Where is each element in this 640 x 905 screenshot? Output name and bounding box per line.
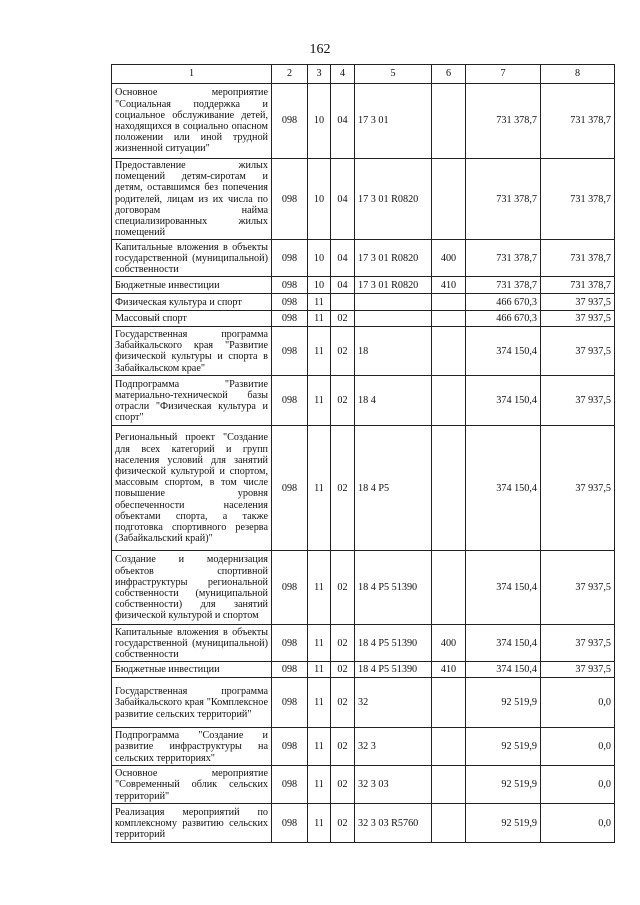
target-article: 32 3 [355, 728, 432, 766]
section-code: 11 [308, 426, 331, 551]
section-code: 11 [308, 311, 331, 327]
admin-code: 098 [272, 728, 308, 766]
target-article: 18 4 [355, 376, 432, 426]
table-row [112, 327, 615, 376]
target-article: 18 4 P5 51390 [355, 625, 432, 662]
table-row [112, 84, 615, 159]
amount-col-7: 374 150,4 [466, 376, 541, 426]
expense-type [432, 294, 466, 311]
subsection-code: 02 [331, 625, 355, 662]
target-article: 17 3 01 R0820 [355, 159, 432, 240]
admin-code: 098 [272, 311, 308, 327]
expense-type: 410 [432, 277, 466, 294]
amount-col-8: 37 937,5 [541, 551, 615, 625]
header-col-7: 7 [466, 65, 541, 84]
target-article: 17 3 01 R0820 [355, 277, 432, 294]
target-article: 17 3 01 R0820 [355, 240, 432, 277]
budget-table [111, 64, 615, 843]
expense-type [432, 311, 466, 327]
expense-type: 400 [432, 625, 466, 662]
expense-type [432, 728, 466, 766]
header-col-4: 4 [331, 65, 355, 84]
subsection-code: 02 [331, 376, 355, 426]
row-name: Основное мероприятие "Социальная поддержка и социальное обслуживание детей, находящихся в социально опасном положении или иной трудной жизненной ситуации" [112, 84, 272, 159]
header-col-5: 5 [355, 65, 432, 84]
subsection-code: 02 [331, 311, 355, 327]
target-article: 18 4 P5 51390 [355, 662, 432, 678]
table-row [112, 240, 615, 277]
section-code: 11 [308, 728, 331, 766]
page-number: 162 [309, 42, 331, 57]
admin-code: 098 [272, 551, 308, 625]
target-article: 18 4 P5 51390 [355, 551, 432, 625]
section-code: 10 [308, 277, 331, 294]
amount-col-8: 37 937,5 [541, 311, 615, 327]
expense-type [432, 804, 466, 843]
amount-col-8: 0,0 [541, 804, 615, 843]
row-name: Массовый спорт [112, 311, 272, 327]
amount-col-7: 374 150,4 [466, 551, 541, 625]
table-row [112, 804, 615, 843]
admin-code: 098 [272, 327, 308, 376]
section-code: 11 [308, 662, 331, 678]
expense-type [432, 159, 466, 240]
admin-code: 098 [272, 804, 308, 843]
amount-col-7: 466 670,3 [466, 294, 541, 311]
amount-col-8: 37 937,5 [541, 426, 615, 551]
expense-type: 400 [432, 240, 466, 277]
row-name: Предоставление жилых помещений детям-сиротам и детям, оставшимся без попечения родителей, лицам из их числа по договорам найма специализированных жилых помещений [112, 159, 272, 240]
amount-col-7: 374 150,4 [466, 662, 541, 678]
table-row [112, 678, 615, 728]
row-name: Основное мероприятие "Современный облик сельских территорий" [112, 766, 272, 804]
subsection-code: 02 [331, 766, 355, 804]
amount-col-7: 374 150,4 [466, 426, 541, 551]
row-name: Государственная программа Забайкальского края "Развитие физической культуры и спорта в Забайкальском крае" [112, 327, 272, 376]
admin-code: 098 [272, 159, 308, 240]
subsection-code: 02 [331, 678, 355, 728]
row-name: Государственная программа Забайкальского края "Комплексное развитие сельских территорий" [112, 678, 272, 728]
subsection-code: 02 [331, 804, 355, 843]
subsection-code: 04 [331, 240, 355, 277]
amount-col-7: 374 150,4 [466, 625, 541, 662]
expense-type [432, 426, 466, 551]
section-code: 11 [308, 327, 331, 376]
amount-col-7: 92 519,9 [466, 804, 541, 843]
amount-col-7: 92 519,9 [466, 728, 541, 766]
admin-code: 098 [272, 294, 308, 311]
amount-col-8: 731 378,7 [541, 277, 615, 294]
table-row [112, 551, 615, 625]
table-row [112, 376, 615, 426]
row-name: Бюджетные инвестиции [112, 662, 272, 678]
target-article [355, 294, 432, 311]
target-article: 32 3 03 R5760 [355, 804, 432, 843]
admin-code: 098 [272, 766, 308, 804]
admin-code: 098 [272, 662, 308, 678]
subsection-code: 02 [331, 662, 355, 678]
row-name: Региональный проект "Создание для всех категорий и групп населения условий для занятий физической культурой и спортом, массовым спортом, в том числе повышение уровня обеспеченности населения объектами спорта, а также подготовка спортивного резерва (Забайкальский край)" [112, 426, 272, 551]
section-code: 10 [308, 159, 331, 240]
section-code: 10 [308, 84, 331, 159]
header-col-1: 1 [112, 65, 272, 84]
subsection-code [331, 294, 355, 311]
amount-col-8: 731 378,7 [541, 159, 615, 240]
amount-col-7: 92 519,9 [466, 766, 541, 804]
subsection-code: 02 [331, 551, 355, 625]
section-code: 11 [308, 294, 331, 311]
row-name: Капитальные вложения в объекты государственной (муниципальной) собственности [112, 240, 272, 277]
section-code: 11 [308, 551, 331, 625]
table-row [112, 294, 615, 311]
target-article: 32 [355, 678, 432, 728]
subsection-code: 04 [331, 277, 355, 294]
amount-col-7: 731 378,7 [466, 159, 541, 240]
amount-col-8: 0,0 [541, 766, 615, 804]
admin-code: 098 [272, 678, 308, 728]
target-article: 18 4 P5 [355, 426, 432, 551]
section-code: 11 [308, 804, 331, 843]
header-col-6: 6 [432, 65, 466, 84]
amount-col-7: 731 378,7 [466, 240, 541, 277]
expense-type: 410 [432, 662, 466, 678]
subsection-code: 04 [331, 84, 355, 159]
expense-type [432, 766, 466, 804]
row-name: Реализация мероприятий по комплексному развитию сельских территорий [112, 804, 272, 843]
target-article: 17 3 01 [355, 84, 432, 159]
header-col-3: 3 [308, 65, 331, 84]
table-row [112, 766, 615, 804]
amount-col-8: 731 378,7 [541, 84, 615, 159]
row-name: Физическая культура и спорт [112, 294, 272, 311]
table-row [112, 426, 615, 551]
row-name: Создание и модернизация объектов спортивной инфраструктуры региональной собственности (муниципальной собственности) для занятий физической культурой и спортом [112, 551, 272, 625]
amount-col-7: 731 378,7 [466, 277, 541, 294]
admin-code: 098 [272, 625, 308, 662]
target-article: 32 3 03 [355, 766, 432, 804]
table-row [112, 277, 615, 294]
admin-code: 098 [272, 376, 308, 426]
expense-type [432, 551, 466, 625]
amount-col-8: 37 937,5 [541, 376, 615, 426]
table-row [112, 662, 615, 678]
amount-col-8: 37 937,5 [541, 327, 615, 376]
amount-col-8: 0,0 [541, 678, 615, 728]
table-header-row [112, 65, 615, 84]
section-code: 11 [308, 678, 331, 728]
expense-type [432, 327, 466, 376]
target-article [355, 311, 432, 327]
amount-col-8: 731 378,7 [541, 240, 615, 277]
amount-col-8: 37 937,5 [541, 662, 615, 678]
amount-col-7: 374 150,4 [466, 327, 541, 376]
subsection-code: 02 [331, 728, 355, 766]
expense-type [432, 376, 466, 426]
section-code: 11 [308, 376, 331, 426]
header-col-2: 2 [272, 65, 308, 84]
table-row [112, 159, 615, 240]
amount-col-8: 37 937,5 [541, 625, 615, 662]
amount-col-8: 37 937,5 [541, 294, 615, 311]
admin-code: 098 [272, 240, 308, 277]
amount-col-7: 92 519,9 [466, 678, 541, 728]
admin-code: 098 [272, 84, 308, 159]
section-code: 10 [308, 240, 331, 277]
row-name: Подпрограмма "Развитие материально-технической базы отрасли "Физическая культура и спорт" [112, 376, 272, 426]
table-row [112, 625, 615, 662]
admin-code: 098 [272, 426, 308, 551]
admin-code: 098 [272, 277, 308, 294]
expense-type [432, 678, 466, 728]
row-name: Бюджетные инвестиции [112, 277, 272, 294]
table-row [112, 311, 615, 327]
row-name: Подпрограмма "Создание и развитие инфраструктуры на сельских территориях" [112, 728, 272, 766]
section-code: 11 [308, 625, 331, 662]
row-name: Капитальные вложения в объекты государственной (муниципальной) собственности [112, 625, 272, 662]
target-article: 18 [355, 327, 432, 376]
section-code: 11 [308, 766, 331, 804]
amount-col-8: 0,0 [541, 728, 615, 766]
amount-col-7: 466 670,3 [466, 311, 541, 327]
subsection-code: 02 [331, 327, 355, 376]
table-row [112, 728, 615, 766]
amount-col-7: 731 378,7 [466, 84, 541, 159]
subsection-code: 02 [331, 426, 355, 551]
expense-type [432, 84, 466, 159]
header-col-8: 8 [541, 65, 615, 84]
subsection-code: 04 [331, 159, 355, 240]
